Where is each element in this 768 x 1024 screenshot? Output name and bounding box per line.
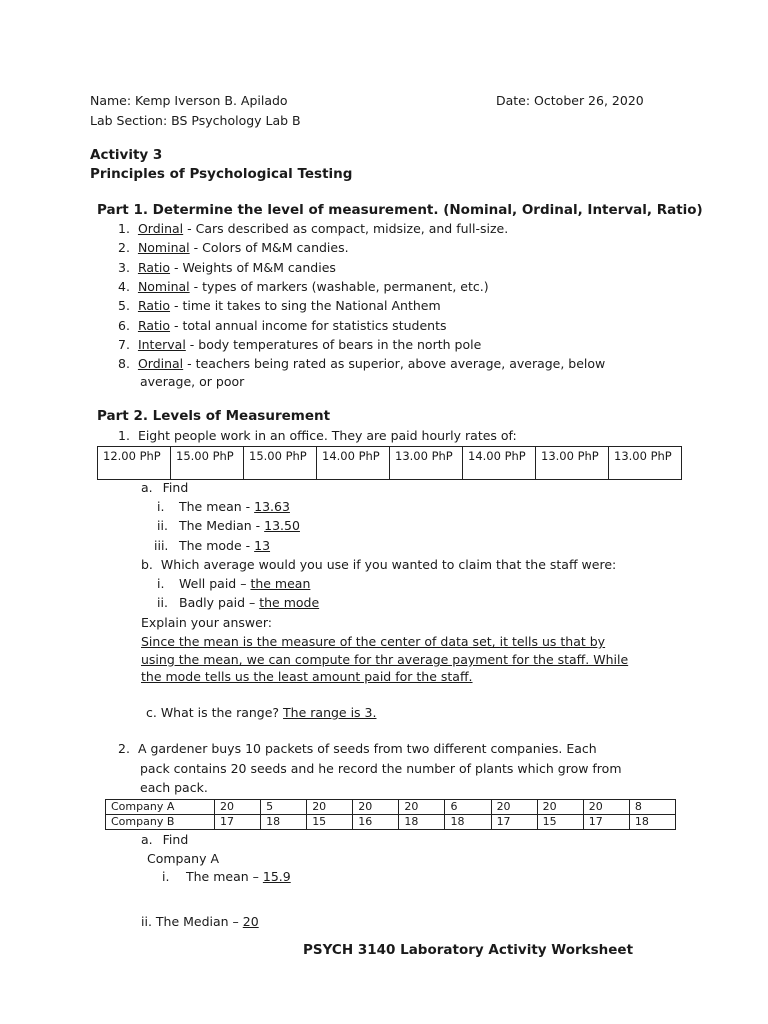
table-cell: 20 bbox=[537, 800, 583, 815]
table-cell: 14.00 PhP bbox=[463, 447, 536, 480]
q1-part-a: a. Find bbox=[141, 480, 189, 495]
table-cell: Company B bbox=[106, 815, 215, 830]
answer: Ratio bbox=[137, 260, 171, 275]
q1-mean: i. The mean - 13.63 bbox=[157, 499, 290, 514]
q2-mean: i. The mean – 15.9 bbox=[162, 869, 291, 884]
list-item: 6. Ratio - total annual income for statistics students bbox=[118, 318, 447, 333]
explain-answer-line: using the mean, we can compute for thr average payment for the staff. While bbox=[141, 652, 629, 667]
lab-section: Lab Section: BS Psychology Lab B bbox=[90, 113, 301, 128]
list-item-continuation: average, or poor bbox=[140, 374, 245, 389]
answer: Ratio bbox=[137, 318, 171, 333]
q1-mode: iii. The mode - 13 bbox=[154, 538, 271, 553]
footer-title: PSYCH 3140 Laboratory Activity Worksheet bbox=[303, 942, 634, 958]
table-cell: Company A bbox=[106, 800, 215, 815]
table-cell: 15 bbox=[307, 815, 353, 830]
answer: Ratio bbox=[137, 298, 171, 313]
explain-answer-line: Since the mean is the measure of the center of data set, it tells us that by bbox=[141, 634, 606, 649]
answer: Nominal bbox=[137, 279, 190, 294]
answer: 15.9 bbox=[262, 869, 291, 884]
table-cell: 5 bbox=[261, 800, 307, 815]
q1-badly-paid: ii. Badly paid – the mode bbox=[157, 595, 320, 610]
list-item: 3. Ratio - Weights of M&M candies bbox=[118, 260, 336, 275]
seed-packets-table bbox=[105, 799, 676, 830]
q2-part-a: a. Find bbox=[141, 832, 189, 847]
answer: 13 bbox=[254, 538, 271, 553]
list-item: 2. Nominal - Colors of M&M candies. bbox=[118, 240, 349, 255]
table-cell: 15 bbox=[537, 815, 583, 830]
table-cell: 18 bbox=[445, 815, 491, 830]
part1-heading: Part 1. Determine the level of measurement. (Nominal, Ordinal, Interval, Ratio) bbox=[97, 202, 703, 218]
q2-text-line: each pack. bbox=[140, 780, 208, 795]
table-cell: 18 bbox=[261, 815, 307, 830]
explain-answer-line: the mode tells us the least amount paid for the staff. bbox=[141, 669, 473, 684]
q1-well-paid: i. Well paid – the mean bbox=[157, 576, 311, 591]
table-row bbox=[106, 815, 676, 830]
answer: the mode bbox=[259, 595, 320, 610]
answer: the mean bbox=[250, 576, 311, 591]
table-cell: 14.00 PhP bbox=[317, 447, 390, 480]
q1-text: 1. Eight people work in an office. They are paid hourly rates of: bbox=[118, 428, 517, 443]
table-cell: 18 bbox=[629, 815, 675, 830]
table-cell: 15.00 PhP bbox=[171, 447, 244, 480]
student-name: Name: Kemp Iverson B. Apilado bbox=[90, 93, 288, 108]
hourly-rates-table bbox=[97, 446, 682, 480]
table-cell: 17 bbox=[215, 815, 261, 830]
table-cell: 6 bbox=[445, 800, 491, 815]
list-item: 7. Interval - body temperatures of bears in the north pole bbox=[118, 337, 482, 352]
answer: 20 bbox=[242, 914, 259, 929]
q2-text: 2. A gardener buys 10 packets of seeds from two different companies. Each bbox=[118, 741, 597, 756]
answer: 13.50 bbox=[264, 518, 300, 533]
answer: Ordinal bbox=[137, 221, 184, 236]
table-cell: 20 bbox=[353, 800, 399, 815]
answer: Interval bbox=[137, 337, 186, 352]
table-cell: 20 bbox=[491, 800, 537, 815]
activity-subtitle: Principles of Psychological Testing bbox=[90, 166, 353, 182]
answer: 13.63 bbox=[254, 499, 290, 514]
table-cell: 20 bbox=[215, 800, 261, 815]
part2-heading: Part 2. Levels of Measurement bbox=[97, 408, 331, 424]
table-cell: 13.00 PhP bbox=[536, 447, 609, 480]
date-label: Date: October 26, 2020 bbox=[496, 93, 644, 108]
answer: Nominal bbox=[137, 240, 190, 255]
list-item: 4. Nominal - types of markers (washable, permanent, etc.) bbox=[118, 279, 489, 294]
table-cell: 20 bbox=[307, 800, 353, 815]
table-cell: 20 bbox=[583, 800, 629, 815]
q1-median: ii. The Median - 13.50 bbox=[157, 518, 300, 533]
answer: The range is 3. bbox=[283, 705, 377, 720]
list-item: 5. Ratio - time it takes to sing the National Anthem bbox=[118, 298, 441, 313]
table-cell: 15.00 PhP bbox=[244, 447, 317, 480]
answer: Ordinal bbox=[137, 356, 184, 371]
q2-median: ii. The Median – 20 bbox=[141, 914, 259, 929]
table-cell: 12.00 PhP bbox=[98, 447, 171, 480]
list-item: 8. Ordinal - teachers being rated as superior, above average, average, below bbox=[118, 356, 606, 371]
table-cell: 16 bbox=[353, 815, 399, 830]
table-cell: 18 bbox=[399, 815, 445, 830]
table-cell: 17 bbox=[491, 815, 537, 830]
q1-range: c. What is the range? The range is 3. bbox=[146, 705, 377, 720]
table-cell: 13.00 PhP bbox=[609, 447, 682, 480]
table-cell: 17 bbox=[583, 815, 629, 830]
company-a-label: Company A bbox=[147, 851, 219, 866]
q2-text-line: pack contains 20 seeds and he record the number of plants which grow from bbox=[140, 761, 622, 776]
activity-title: Activity 3 bbox=[90, 147, 163, 163]
table-row bbox=[106, 800, 676, 815]
explain-label: Explain your answer: bbox=[141, 615, 272, 630]
table-cell: 8 bbox=[629, 800, 675, 815]
table-row bbox=[98, 447, 682, 480]
q1-part-b: b. Which average would you use if you wanted to claim that the staff were: bbox=[141, 557, 617, 572]
table-cell: 20 bbox=[399, 800, 445, 815]
list-item: 1. Ordinal - Cars described as compact, midsize, and full-size. bbox=[118, 221, 509, 236]
table-cell: 13.00 PhP bbox=[390, 447, 463, 480]
